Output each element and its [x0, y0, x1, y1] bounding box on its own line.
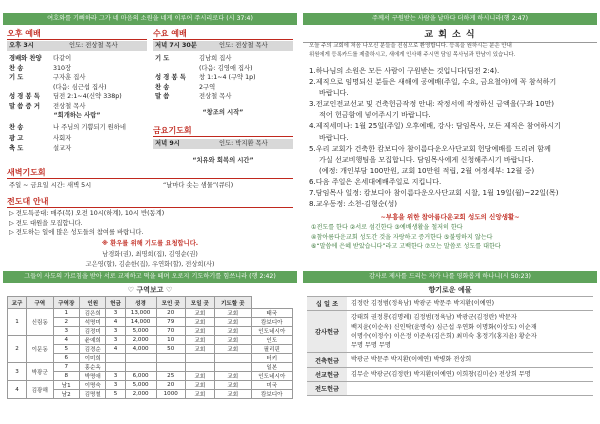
service-row-value: 김남희 집사	[199, 55, 232, 62]
service-row-label: 찬 송	[9, 124, 24, 131]
thanks-title: 향기로운 예물	[428, 286, 472, 294]
service-row-value: 구자훈 집사	[53, 74, 86, 81]
service-row-label: 찬 송	[155, 83, 170, 91]
zone-cell-meet	[214, 363, 251, 372]
prayer-request: ※ 환우를 위해 기도를 요청합니다.	[101, 240, 199, 247]
zone-cell-money: 5,000	[125, 381, 156, 390]
news-title: 교 회 소 식	[303, 27, 597, 43]
service-row	[9, 101, 85, 110]
zone-cell-zone: 5	[53, 345, 79, 354]
zone-cell-bible: 25	[156, 372, 185, 381]
zone-cell-met	[185, 363, 214, 372]
zone-cell-money: 14,000	[125, 318, 156, 327]
thanks-names	[347, 382, 593, 396]
friday-time: 저녁 9시	[155, 140, 180, 147]
table-row	[8, 363, 293, 372]
zone-report-table	[7, 296, 293, 399]
evangelism-line-2: ▷ 전도 대원을 모집합니다.	[9, 219, 83, 227]
thanks-name-line: 김정란 김정범(정육남) 박광군 박문주 박지환(이예연)	[351, 300, 495, 307]
zone-header-cell: 모일 곳	[185, 297, 214, 309]
zone-cell-people: 3	[106, 309, 125, 318]
patient-line-2: 고은영(할), 김순한(집), 우연화(할), 전상희(사)	[85, 260, 215, 268]
news-item: 적어 헌금함에 넣어주시기 바랍니다.	[319, 110, 431, 120]
news-item: 6.다음 주일은 온세대예배주일로 지킵니다.	[309, 176, 442, 186]
service-row-value: 딤전 2:1~4(신약 338p)	[53, 93, 122, 100]
service-row-label: 기 도	[155, 55, 170, 62]
zone-cell-people: 3	[106, 372, 125, 381]
zone-cell-pray: 캄보디아	[251, 318, 292, 327]
zone-cell-meet	[214, 354, 251, 363]
service-row-value: 나 주님의 기쁨되기 원하네	[53, 124, 126, 131]
left-page	[3, 0, 297, 424]
zone-cell-meet: 교회	[214, 345, 251, 354]
zone-cell-money	[125, 363, 156, 372]
dawn-title: 새벽기도회	[7, 167, 293, 179]
zone-cell-people: 4	[106, 345, 125, 354]
morning-time-bar	[7, 41, 147, 51]
service-row	[155, 82, 215, 91]
zone-cell-pray: 필리핀	[251, 345, 292, 354]
zone-cell-met: 교회	[185, 381, 214, 390]
patient-list	[3, 250, 297, 269]
zone-cell-meet: 교회	[214, 327, 251, 336]
news-intro-line-1: 오늘 주의 교회에 처음 나오신 분들을 진심으로 환영합니다. 등록을 원하시는 분은 안내	[309, 43, 512, 49]
motto-line-2: ④참아름다운교회 성도간 것을 자랑하고 증거한다 ⑤불평하지 않는다	[311, 233, 493, 241]
zone-cell-met: 교회	[185, 390, 214, 399]
evangelism-line-1: ▷ 전도특공대: 매주(목) 오전 10시(하계), 10시 반(동계)	[9, 210, 165, 217]
news-item: 1.하나님의 소원은 모든 사람이 구원받는 것입니다(딤전 2:4).	[309, 66, 500, 75]
zone-header-cell: 구역장	[53, 297, 79, 309]
zone-cell-zone: 남1	[53, 381, 79, 390]
top-banner-right: 주께서 구원받는 사람을 날마다 더하게 하시니라(행 2:47)	[303, 13, 597, 25]
evangelism-title: 전도대 안내	[7, 196, 293, 208]
service-row	[9, 63, 71, 72]
service-row	[9, 53, 71, 62]
service-row-value: 310장	[53, 64, 72, 72]
zone-cell-money	[125, 354, 156, 363]
thanks-table	[307, 296, 593, 396]
dawn-right-text: “날마다 솟는 샘물”(큐티)	[163, 182, 234, 189]
district-cell: 1	[8, 309, 27, 336]
service-row-value: (다음: 심근섭 집사)	[53, 83, 107, 91]
zone-cell-met	[185, 354, 214, 363]
table-row	[8, 309, 293, 318]
zone-cell-pray: 터키	[251, 354, 292, 363]
zone-cell-pray: 인도	[251, 336, 292, 345]
thanks-row	[307, 382, 593, 396]
zone-cell-leader: 석명미	[80, 318, 106, 327]
zone-header-cell: 기도할 곳	[214, 297, 251, 309]
thanks-row	[307, 353, 593, 367]
news-item: 바랍니다.	[319, 88, 349, 98]
zone-cell-zone: 1	[53, 309, 79, 318]
thanks-names	[347, 297, 593, 311]
zone-cell-leader: 이명숙	[80, 381, 106, 390]
service-row	[155, 53, 231, 62]
district-cell: 4	[8, 381, 27, 399]
zone-cell-meet: 교회	[214, 336, 251, 345]
thanks-label: 선교헌금	[307, 367, 347, 381]
morning-title: 오후 예배	[7, 28, 147, 40]
zone-cell-money: 6,000	[125, 372, 156, 381]
zone-header-cell: 모인 곳	[156, 297, 185, 309]
zone-cell-met: 교회	[185, 372, 214, 381]
zone-cell-leader: 홍순옥	[80, 363, 106, 372]
thanks-row	[307, 367, 593, 381]
zone-cell-pray: 인도네시아	[251, 327, 292, 336]
zone-cell-leader: 김은희	[80, 309, 106, 318]
zone-cell-money: 4,000	[125, 345, 156, 354]
service-row-label: 기 도	[9, 74, 24, 81]
zone-cell-bible	[156, 363, 185, 372]
zone-cell-zone: 8	[53, 372, 79, 381]
service-row-label: 성 경 봉 독	[155, 74, 186, 81]
news-item: 3.전교인전교선교 및 건축헌금작정 안내: 작정서에 작정하신 금액을(구좌 10만)	[309, 99, 555, 109]
patient-line-1: 남경화(권), 최명희(집), 김영순(권)	[102, 251, 198, 258]
service-row-value: 창 1:1~4 (구약 1p)	[199, 74, 256, 81]
morning-leader: 인도: 전상철 목사	[69, 42, 118, 49]
motto-title: ~부흥을 위한 참아름다운교회 성도의 신앙생활~	[380, 213, 520, 221]
zone-cell-money: 5,000	[125, 327, 156, 336]
zone-cell-people: 3	[106, 381, 125, 390]
thanks-names	[347, 353, 593, 367]
service-row	[9, 122, 126, 131]
service-row	[9, 91, 122, 100]
zone-cell-people: 5	[106, 390, 125, 399]
news-item: 5.우리 교회가 건축한 캄보디아 참이름다운오사단교회 헌당예배를 드리려 함께	[309, 143, 551, 153]
thanks-label: 건축헌금	[307, 353, 347, 367]
news-item: 4.제직세미나: 1월 25일(주일) 오후예배, 강사: 담임목사, 모든 제직은 참여하시기	[309, 121, 561, 131]
service-row-label: 말 씀 증 거	[9, 102, 40, 110]
news-item: 2.제직으로 임명되신 분들은 새해에 공예배(주일, 수요, 금요철야)에 꼭 참석하기	[309, 77, 557, 87]
morning-sermon-title: “회개하는 사람”	[53, 112, 101, 119]
zone-cell-meet: 교회	[214, 390, 251, 399]
thanks-name-line: 백지윤(이순옥) 신인탁(윤명숙) 심근섭 우연화 이명화(이상도) 이순재	[351, 323, 537, 331]
thanks-body	[307, 297, 593, 396]
zone-cell-bible: 50	[156, 345, 185, 354]
service-row-label: 축 도	[9, 145, 24, 152]
thanks-row	[307, 297, 593, 311]
zone-header-cell: 교구	[8, 297, 27, 309]
top-banner-left: 여호와를 기뻐하라 그가 네 마음의 소원을 네게 이루어 주시리로다 (시 37:4)	[3, 13, 297, 25]
zone-cell-zone: 남2	[53, 390, 79, 399]
zone-report-header	[8, 297, 293, 309]
thanks-name-line: 박광군 박문주 박지환(이예연) 박병화 전상희	[351, 356, 472, 364]
zone-cell-zone: 3	[53, 327, 79, 336]
friday-sermon-title: “치유와 회복의 시간”	[192, 157, 254, 164]
friday-time-bar	[153, 139, 293, 149]
wednesday-sermon-title: “창조의 시작”	[202, 109, 244, 116]
zone-header-cell: 성경	[125, 297, 156, 309]
zone-cell-people	[106, 363, 125, 372]
wednesday-time: 저녁 7시 30분	[155, 42, 197, 49]
zone-cell-money: 2,000	[125, 336, 156, 345]
zone-cell-zone: 4	[53, 336, 79, 345]
zone-cell-meet: 교회	[214, 318, 251, 327]
zone-cell-pray: 미국	[251, 381, 292, 390]
table-row	[8, 336, 293, 345]
district-cell: 2	[8, 336, 27, 363]
zone-cell-met: 교회	[185, 309, 214, 318]
zone-cell-met: 교회	[185, 327, 214, 336]
motto-line-3: ⑥“말씀에 은혜 받았습니다”라고 고백한다 ⑦모는 말씀로 성도를 대한다	[311, 243, 501, 251]
service-row-value: 사회자	[53, 134, 72, 142]
friday-title: 금요기도회	[153, 125, 293, 137]
news-item: 바랍니다.	[319, 132, 349, 142]
zone-cell-pray: 일본	[251, 363, 292, 372]
zone-cell-bible: 79	[156, 318, 185, 327]
zone-cell-met: 교회	[185, 345, 214, 354]
thanks-name-line: 무명 무명 무명	[351, 342, 391, 350]
zone-cell-bible: 70	[156, 327, 185, 336]
zone-cell-leader: 윤예희	[80, 336, 106, 345]
zone-report-title: ♡ 구역보고 ♡	[127, 286, 173, 294]
thanks-names	[347, 367, 593, 381]
service-row-value: 전상철 목사	[199, 93, 232, 100]
thanks-name-line: 이명수(이정수) 이은정 이준옥(김은희) 최미숙 홍정기(홍지윤) 황순자	[351, 332, 537, 340]
zone-cell-pray: 인도네시아	[251, 372, 292, 381]
zone-cell-money: 2,000	[125, 390, 156, 399]
news-list	[309, 65, 593, 209]
zone-cell-leader: 김명철	[80, 390, 106, 399]
district-label-cell: 이문동	[27, 336, 53, 363]
zone-cell-meet: 교회	[214, 372, 251, 381]
service-row	[9, 143, 71, 152]
morning-time: 오후 3시	[9, 42, 34, 49]
thanks-label: 십 일 조	[307, 297, 347, 311]
zone-cell-people	[106, 354, 125, 363]
zone-cell-meet: 교회	[214, 381, 251, 390]
district-cell: 3	[8, 363, 27, 381]
right-page	[303, 0, 597, 424]
thanks-label: 전도헌금	[307, 382, 347, 396]
dawn-text: 주일 ~ 금요일 시간: 새벽 5시	[9, 182, 92, 189]
service-row-value: 설교자	[53, 145, 72, 152]
district-label-cell: 박광군	[27, 363, 53, 381]
table-row	[8, 381, 293, 390]
service-row-label: 경배와 찬양	[9, 55, 42, 62]
zone-header-cell: 인원	[80, 297, 106, 309]
evangelism-line-3: ▷ 전도하는 일에 많은 성도들의 참여를 바랍니다.	[9, 229, 144, 236]
bottom-banner-right: 감사로 제사를 드리는 자가 나를 영화롭게 하나니(시 50:23)	[303, 271, 597, 283]
news-item: 7.담임목사 일정: 캄보디아 참이름다운오사단교회 시찰, 1월 19일(월)~22일(목)	[309, 188, 559, 198]
thanks-label: 감사헌금	[307, 311, 347, 353]
zone-cell-zone: 2	[53, 318, 79, 327]
service-row	[9, 72, 85, 81]
zone-cell-meet: 교회	[214, 309, 251, 318]
evangelism-lines	[9, 209, 164, 238]
zone-cell-bible: 20	[156, 309, 185, 318]
zone-cell-pray: 캄보디아	[251, 390, 292, 399]
zone-cell-leader: 이미희	[80, 354, 106, 363]
news-intro	[309, 42, 515, 59]
zone-cell-people: 4	[106, 318, 125, 327]
service-row-value: (다음: 김영애 집사)	[199, 64, 253, 72]
news-item: (예정: 개인부담 100만원, 교회 10만원 적립, 2월 여정세부: 12월 중)	[319, 165, 535, 175]
service-row-value: 다같이	[53, 55, 72, 62]
service-row-label: 말 씀	[155, 93, 170, 100]
service-row	[155, 72, 256, 81]
news-item: 가실 선교비행팀을 모집합니다. 담임목사에게 신청해주시기 바랍니다.	[319, 154, 534, 164]
service-row	[9, 133, 71, 142]
thanks-row	[307, 311, 593, 353]
thanks-name-line: 강태희 권정룡(김명례) 김정범(정육남) 박광군(김정란) 박문자	[351, 314, 517, 322]
service-row	[155, 91, 231, 100]
zone-report-body	[8, 309, 293, 399]
zone-cell-bible	[156, 354, 185, 363]
friday-leader: 인도: 박지환 목사	[219, 140, 268, 147]
wednesday-time-bar	[153, 41, 293, 51]
news-intro-line-2: 위원에게 등록카드를 제출하시고, 새에게 인사해 주시면 담임 목사님과 만남이 있습니다.	[309, 51, 516, 58]
motto-lines	[311, 223, 501, 252]
district-label-cell: 김광해	[27, 381, 53, 399]
service-row-value: 전상철 목사	[53, 102, 86, 110]
zone-cell-bible: 20	[156, 381, 185, 390]
service-row-value: 2구역	[199, 83, 216, 91]
zone-cell-met: 교회	[185, 318, 214, 327]
service-row	[9, 82, 107, 91]
zone-cell-zone: 6	[53, 354, 79, 363]
zone-cell-people: 3	[106, 327, 125, 336]
thanks-names	[347, 311, 593, 353]
wednesday-title: 수요 예배	[153, 28, 293, 40]
zone-cell-bible: 1000	[156, 390, 185, 399]
bottom-banner-left: 그들이 사도의 가르침을 받아 서로 교제하고 떡을 떼며 오로지 기도하기를 힘쓰니라 (행 2:42)	[3, 271, 297, 283]
zone-cell-leader: 김정미	[80, 327, 106, 336]
service-row-label: 찬 송	[9, 64, 24, 72]
zone-cell-people: 3	[106, 336, 125, 345]
zone-cell-leader: 김경순	[80, 345, 106, 354]
motto-line-1: ①전도를 한다 ②서로 섬긴한다 ③예배생활을 철저히 한다	[311, 224, 463, 231]
wednesday-leader: 인도: 전상철 목사	[219, 42, 268, 49]
zone-cell-pray: 태국	[251, 309, 292, 318]
zone-header-cell: 헌금	[106, 297, 125, 309]
zone-header-cell: 구역	[27, 297, 53, 309]
news-item: 8.교우동정: 소천-김형순(성)	[309, 199, 398, 209]
zone-cell-met: 교회	[185, 336, 214, 345]
district-label-cell: 신림동	[27, 309, 53, 336]
zone-cell-leader: 박명애	[80, 372, 106, 381]
service-row-label: 광 고	[9, 134, 24, 142]
service-row	[155, 63, 253, 72]
service-row-label: 성 경 봉 독	[9, 93, 40, 100]
zone-cell-zone: 7	[53, 363, 79, 372]
zone-cell-bible: 10	[156, 336, 185, 345]
zone-cell-money: 13,000	[125, 309, 156, 318]
thanks-name-line: 김무순 박광군(김정란) 박지환(이예연) 이희창(김미순) 전상희 무명	[351, 370, 531, 378]
